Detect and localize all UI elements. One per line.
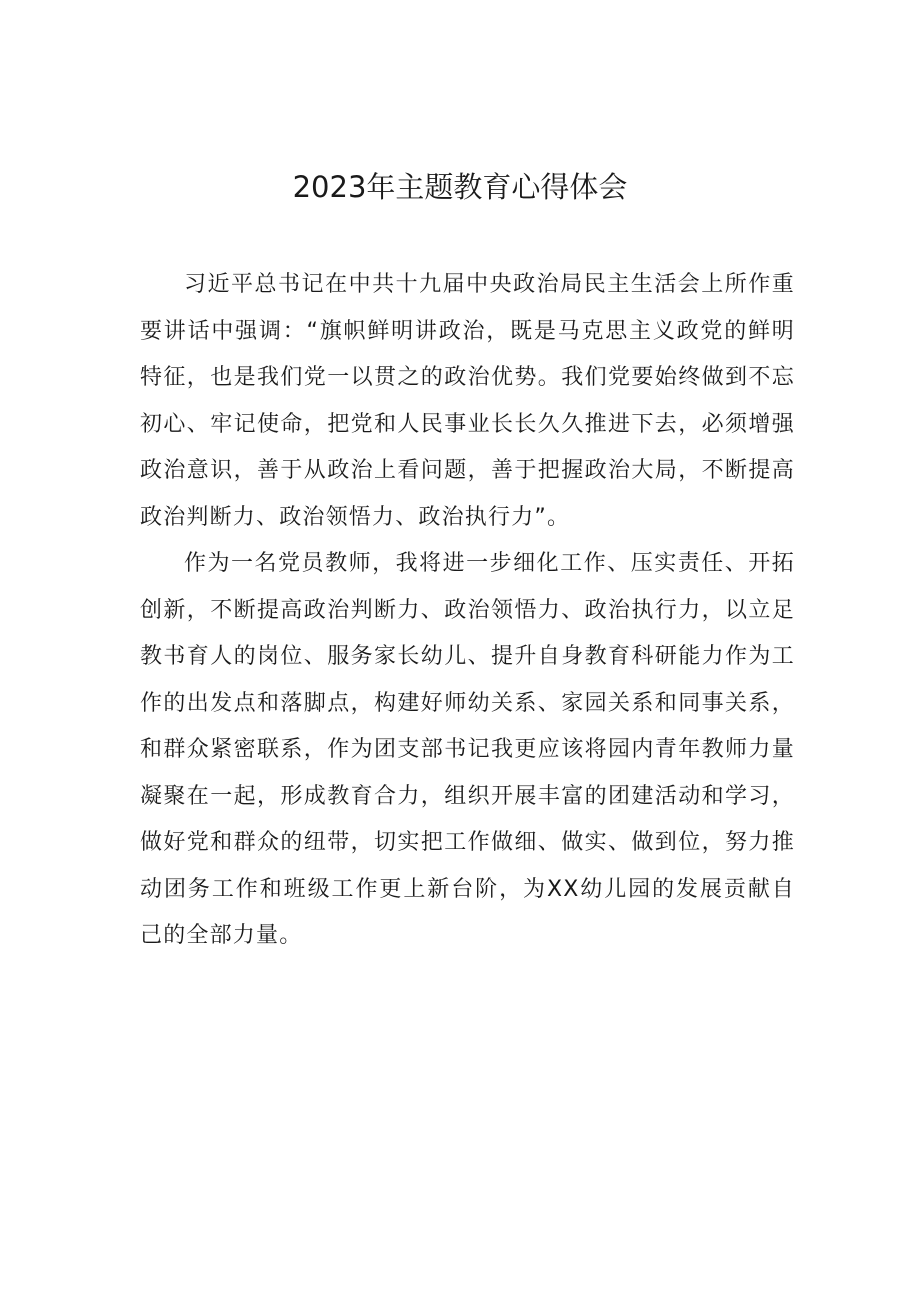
paragraph: 习近平总书记在中共十九届中央政治局民主生活会上所作重要讲话中强调：“旗帜鲜明讲政治，既是马克思主义政党的鲜明特征，也是我们党一以贯之的政治优势。我们党要始终做到不忘初心、牢记使命，把党和人民事业长长久久推进下去，必须增强政治意识，善于从政治上看问题，善于把握政治大局，不断提高政治判断力、政治领悟力、政治执行力”。 — [140, 272, 795, 530]
document-body — [140, 262, 795, 960]
document-title: 2023年主题教育心得体会 — [292, 170, 628, 204]
paragraph: 作为一名党员教师，我将进一步细化工作、压实责任、开拓创新，不断提高政治判断力、政治领悟力、政治执行力，以立足教书育人的岗位、服务家长幼儿、提升自身教育科研能力作为工作的出发点和落脚点，构建好师幼关系、家园关系和同事关系，和群众紧密联系，作为团支部书记我更应该将园内青年教师力量凝聚在一起，形成教育合力，组织开展丰富的团建活动和学习，做好党和群众的纽带，切实把工作做细、做实、做到位，努力推动团务工作和班级工作更上新台阶，为XX幼儿园的发展贡献自己的全部力量。 — [140, 551, 795, 948]
